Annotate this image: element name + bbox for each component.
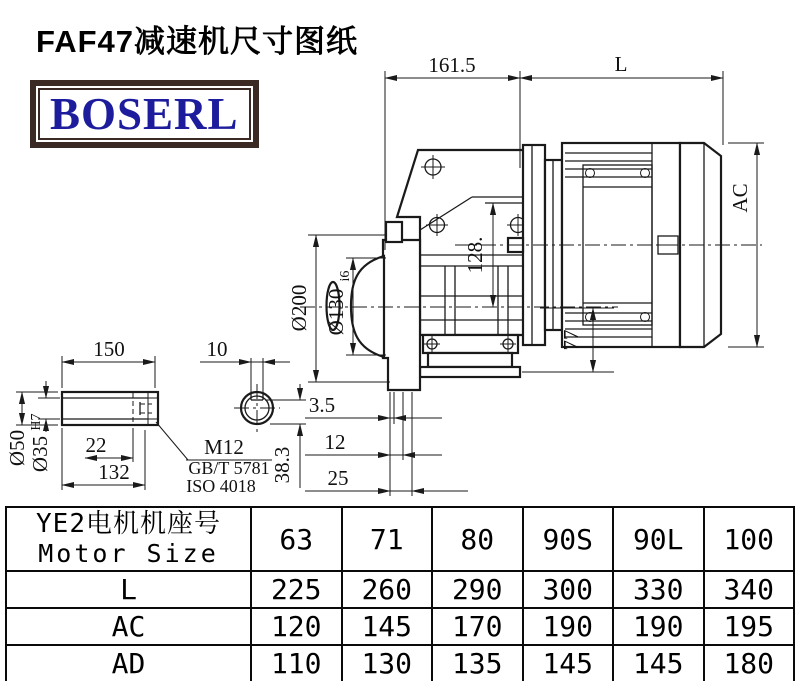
dimension-table [5, 506, 795, 681]
dim-spigot-tol: i6 [338, 270, 353, 282]
cell: 135 [432, 645, 523, 681]
cell: 130 [342, 645, 433, 681]
dim-22: 22 [85, 433, 107, 457]
cell: 180 [704, 645, 795, 681]
dim-bore-tol: H7 [29, 413, 44, 431]
row-label: L [6, 571, 251, 608]
dim-150: 150 [93, 337, 125, 361]
col-header: 63 [251, 507, 342, 571]
cell: 260 [342, 571, 433, 608]
cell: 195 [704, 608, 795, 645]
col-header: 71 [342, 507, 433, 571]
dim-shaft-od: Ø50 [5, 429, 29, 467]
dim-77: 77 [559, 329, 583, 351]
cell: 190 [523, 608, 614, 645]
cell: 340 [704, 571, 795, 608]
col-header: 90S [523, 507, 614, 571]
dim-128: 128. [463, 236, 487, 274]
cell: 290 [432, 571, 523, 608]
col-header: 90L [613, 507, 704, 571]
cell: 300 [523, 571, 614, 608]
dim-ac: AC [728, 183, 752, 213]
row-label: AD [6, 645, 251, 681]
col-header: 100 [704, 507, 795, 571]
cell: 145 [523, 645, 614, 681]
cell: 170 [432, 608, 523, 645]
dim-3-5: 3.5 [308, 393, 336, 417]
table-row [6, 645, 794, 681]
table-row [6, 571, 794, 608]
dim-25: 25 [327, 466, 349, 490]
row-label: AC [6, 608, 251, 645]
cell: 225 [251, 571, 342, 608]
cell: 110 [251, 645, 342, 681]
technical-drawing-svg [0, 50, 800, 505]
dim-12: 12 [324, 430, 346, 454]
dim-l: L [614, 52, 628, 76]
table-row [6, 608, 794, 645]
motor-size-header [6, 507, 251, 571]
label-thread: M12 [204, 435, 244, 459]
dim-161-5: 161.5 [428, 53, 476, 77]
cell: 120 [251, 608, 342, 645]
dim-132: 132 [98, 460, 130, 484]
cell: 330 [613, 571, 704, 608]
dim-bore: Ø35 [28, 435, 52, 473]
motor-size-header-zh: YE2电机机座号 [36, 509, 221, 539]
label-std-gb: GB/T 5781 [188, 458, 270, 478]
dim-flange-od: Ø200 [287, 284, 311, 332]
bolt-hole-icon [426, 214, 448, 236]
cell: 190 [613, 608, 704, 645]
motor-size-header-en: Motor Size [38, 539, 219, 568]
cell: 145 [613, 645, 704, 681]
dim-38-3: 38.3 [270, 446, 294, 484]
col-header: 80 [432, 507, 523, 571]
dim-10: 10 [206, 337, 228, 361]
table-header-row [6, 507, 794, 571]
brand-logo-text: BOSERL [50, 89, 239, 139]
cell: 145 [342, 608, 433, 645]
dim-spigot: Ø130 [324, 288, 348, 336]
label-std-iso: ISO 4018 [186, 476, 256, 496]
page-title: FAF47减速机尺寸图纸 [36, 24, 359, 59]
bolt-hole-icon [421, 155, 445, 179]
